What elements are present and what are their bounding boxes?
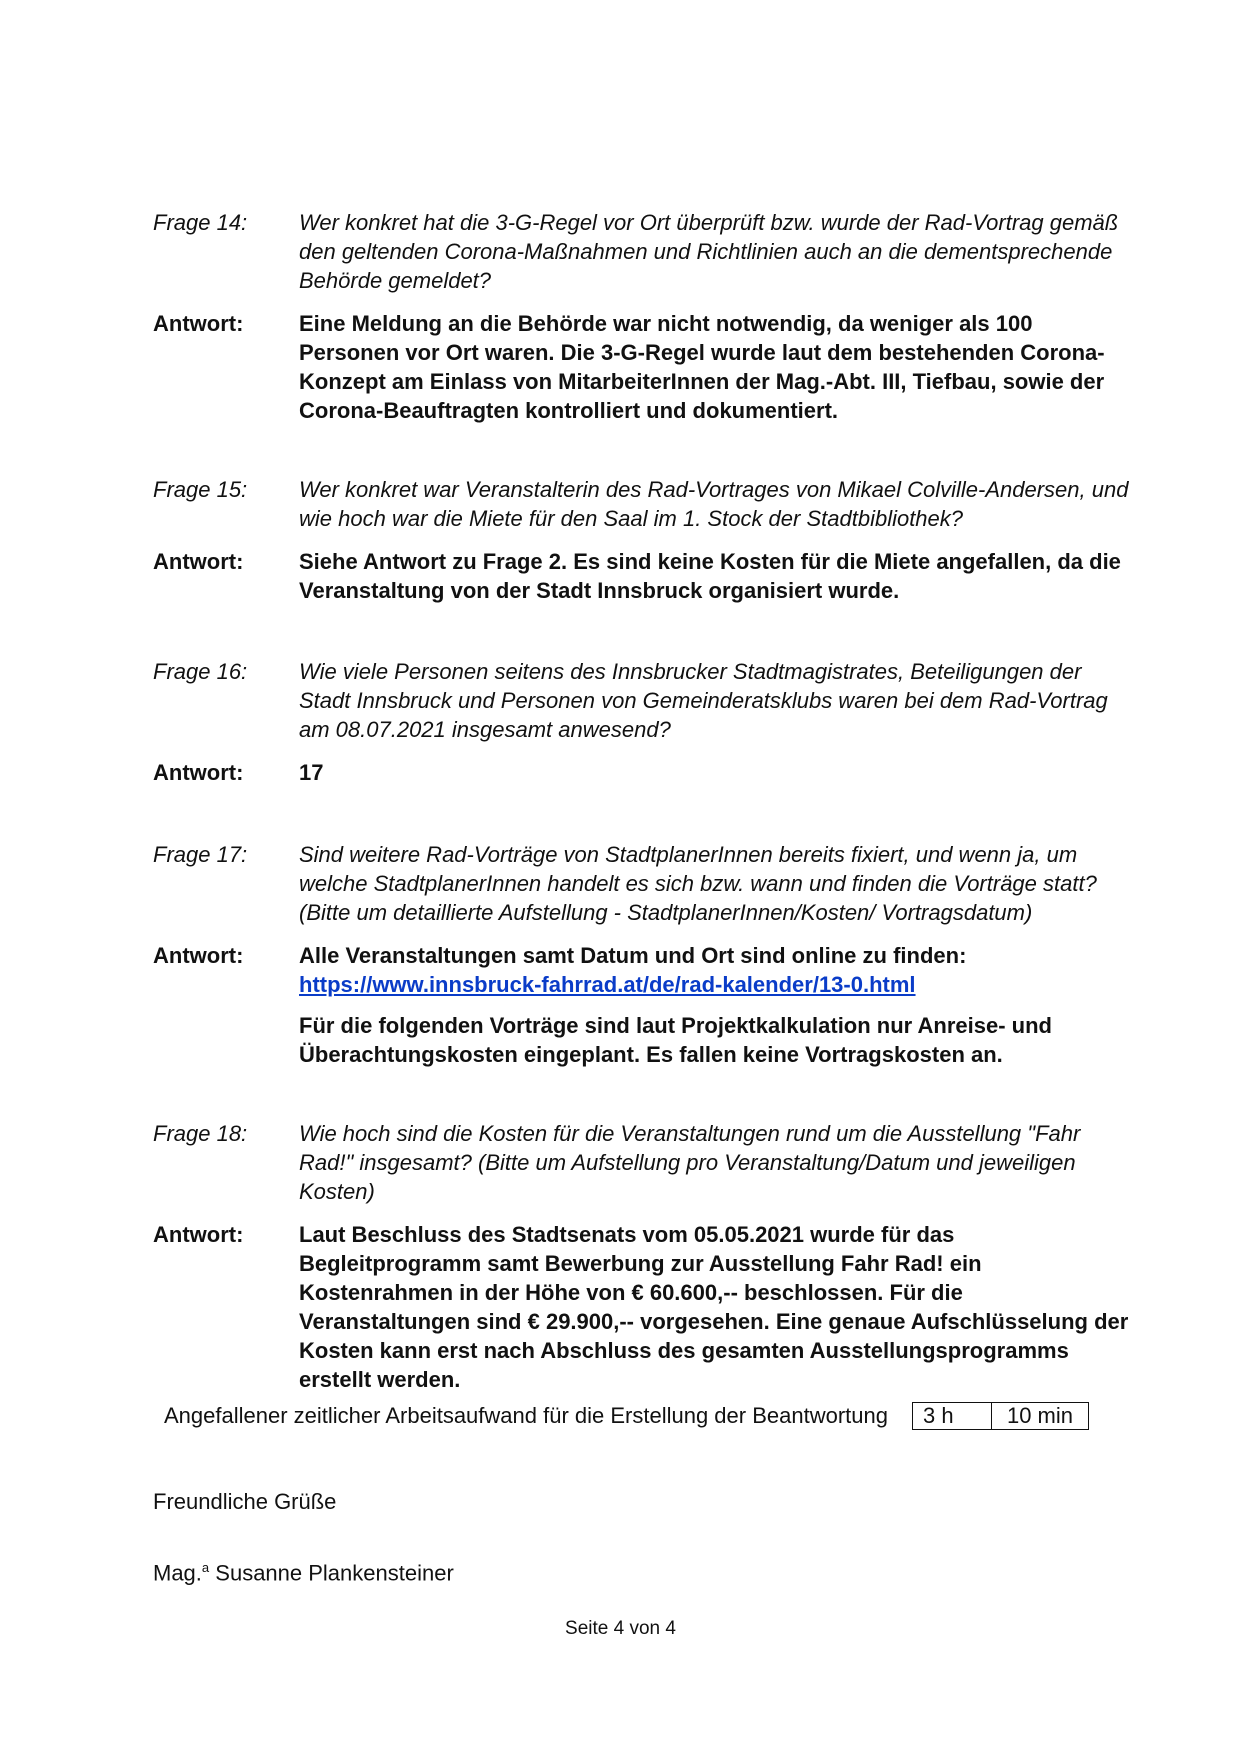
- effort-minutes: 10 min: [1006, 1403, 1073, 1428]
- work-effort-label: Angefallener zeitlicher Arbeitsaufwand für die Erstellung der Beantwortung: [164, 1403, 888, 1428]
- question-label: Frage 14:: [153, 210, 248, 235]
- rad-kalender-link[interactable]: https://www.innsbruck-fahrrad.at/de/rad-kalender/13-0.html: [299, 972, 916, 997]
- answer-text: 17: [299, 760, 324, 785]
- question-text: Wie hoch sind die Kosten für die Veranstaltungen rund um die Ausstellung "Fahr Rad!" insgesamt? (Bitte um Aufstellung pro Veranstaltung/Datum und jeweiligen Kosten): [299, 1121, 1081, 1204]
- question-label: Frage 17:: [153, 842, 248, 867]
- answer-label: Antwort:: [153, 943, 244, 968]
- signer-name: Susanne Plankensteiner: [215, 1560, 454, 1586]
- question-text: Wer konkret war Veranstalterin des Rad-Vortrages von Mikael Colville-Andersen, und wie hoch war die Miete für den Saal im 1. Stock der Stadtbibliothek?: [299, 477, 1129, 531]
- question-row: [153, 208, 1133, 295]
- question-text: Wie viele Personen seitens des Innsbrucker Stadtmagistrates, Beteiligungen der Stadt Innsbruck und Personen von Gemeinderatsklubs waren bei dem Rad-Vortrag am 08.07.2021 insgesamt anwesend?: [299, 659, 1108, 742]
- answer-label: Antwort:: [153, 760, 244, 785]
- qa-block-18: [153, 1119, 1133, 1394]
- qa-block-14: [153, 208, 1133, 425]
- question-row: [153, 1119, 1133, 1206]
- question-row: [153, 840, 1133, 927]
- answer-label: Antwort:: [153, 1222, 244, 1247]
- answer-row: [153, 547, 1133, 605]
- question-label: Frage 15:: [153, 477, 248, 502]
- question-text: Sind weitere Rad-Vorträge von StadtplanerInnen bereits fixiert, und wenn ja, um welche StadtplanerInnen handelt es sich bzw. wann und finden die Vorträge statt? (Bitte um detaillierte Aufstellung - StadtplanerInnen/Kosten/ Vortragsdatum): [299, 842, 1097, 925]
- answer-text: Laut Beschluss des Stadtsenats vom 05.05.2021 wurde für das Begleitprogramm samt Bewerbung zur Ausstellung Fahr Rad! ein Kostenrahmen in der Höhe von € 60.600,-- beschlossen. Für die Veranstaltungen sind € 29.900,-- vorgesehen. Eine genaue Aufschlüsselung der Kosten kann erst nach Abschluss des gesamten Ausstellungsprogramms erstellt werden.: [299, 1222, 1129, 1392]
- qa-block-17: [153, 840, 1133, 1069]
- question-row: [153, 475, 1133, 533]
- answer-row: [153, 941, 1133, 1069]
- answer-label: Antwort:: [153, 311, 244, 336]
- answer-text-2: Für die folgenden Vorträge sind laut Projektkalkulation nur Anreise- und Überachtungskosten eingeplant. Es fallen keine Vortragskosten an.: [299, 1013, 1052, 1067]
- closing-greeting: Freundliche Grüße: [153, 1489, 337, 1514]
- qa-block-15: [153, 475, 1133, 605]
- question-text: Wer konkret hat die 3-G-Regel vor Ort überprüft bzw. wurde der Rad-Vortrag gemäß den geltenden Corona-Maßnahmen und Richtlinien auch an die dementsprechende Behörde gemeldet?: [299, 210, 1119, 293]
- question-label: Frage 16:: [153, 659, 248, 684]
- answer-row: [153, 1220, 1133, 1394]
- title-prefix: Mag.: [153, 1560, 202, 1586]
- question-row: [153, 657, 1133, 744]
- answer-row: [153, 309, 1133, 425]
- effort-hours: 3 h: [913, 1403, 992, 1429]
- title-superscript: a: [201, 1560, 210, 1575]
- question-label: Frage 18:: [153, 1121, 248, 1146]
- qa-block-16: [153, 657, 1133, 787]
- page-number: Seite 4 von 4: [565, 1618, 676, 1639]
- work-effort-table: [912, 1402, 1089, 1430]
- answer-text: Alle Veranstaltungen samt Datum und Ort sind online zu finden:: [299, 943, 967, 968]
- answer-row: [153, 758, 1133, 787]
- answer-body: [299, 941, 1133, 1069]
- work-effort-line: [164, 1402, 1089, 1430]
- signature-name: [153, 1560, 454, 1586]
- answer-text: Eine Meldung an die Behörde war nicht notwendig, da weniger als 100 Personen vor Ort waren. Die 3-G-Regel wurde laut dem bestehenden Corona-Konzept am Einlass von MitarbeiterInnen der Mag.-Abt. III, Tiefbau, sowie der Corona-Beauftragten kontrolliert und dokumentiert.: [299, 311, 1105, 423]
- answer-label: Antwort:: [153, 549, 244, 574]
- answer-text: Siehe Antwort zu Frage 2. Es sind keine Kosten für die Miete angefallen, da die Veranstaltung von der Stadt Innsbruck organisiert wurde.: [299, 549, 1121, 603]
